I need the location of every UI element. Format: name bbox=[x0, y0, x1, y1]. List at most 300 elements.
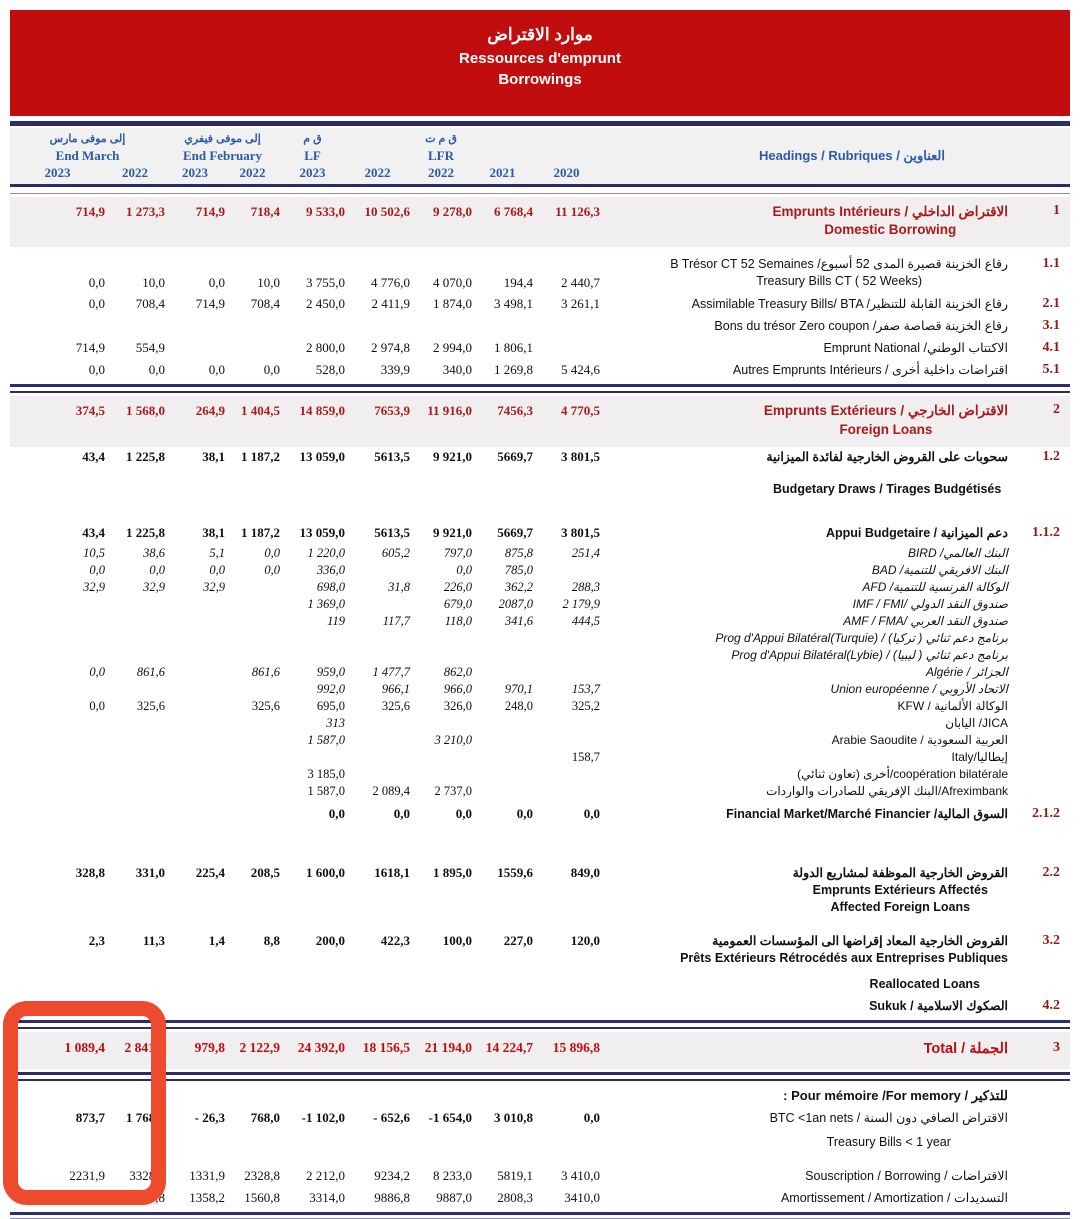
table-row bbox=[10, 715, 1070, 732]
value-cell: 10,0 bbox=[142, 275, 165, 291]
value-cell: 3410,0 bbox=[564, 1190, 600, 1206]
value-cell: 2808,3 bbox=[497, 1190, 533, 1206]
value-cell: 158,7 bbox=[571, 749, 600, 764]
title-english: Borrowings bbox=[498, 70, 582, 88]
value-cell: 1358,2 bbox=[69, 1190, 105, 1206]
row-heading bbox=[600, 203, 1020, 239]
row-heading bbox=[600, 766, 1020, 783]
row-heading-line: BTC <1an nets / الاقتراض الصافي دون السنة bbox=[769, 1110, 1008, 1125]
document-page bbox=[0, 10, 1080, 1219]
value-cell: 336,0 bbox=[316, 562, 345, 577]
row-heading bbox=[600, 449, 1020, 498]
table-row bbox=[10, 197, 1070, 247]
value-cell: 8,8 bbox=[263, 933, 280, 948]
value-cell: 248,0 bbox=[504, 698, 533, 713]
year-col-4: 2022 bbox=[239, 165, 266, 180]
value-cell: 32,9 bbox=[83, 579, 105, 594]
row-index: 4.1 bbox=[1042, 340, 1060, 356]
value-cell: 0,0 bbox=[148, 362, 165, 378]
value-cell: 0,0 bbox=[583, 1109, 600, 1125]
row-heading-line: Assimilable Treasury Bills/ BTA /رقاع الخزينة القابلة للتنظير bbox=[691, 297, 1008, 312]
value-cell: 1560,8 bbox=[129, 1190, 165, 1206]
row-heading-line: Prog d'Appui Bilatéral(Turquie) / برنامج دعم ثنائي ( تركيا) bbox=[715, 630, 1008, 645]
value-cell: 9886,8 bbox=[374, 1190, 410, 1206]
value-cell: 2328,8 bbox=[244, 1168, 280, 1184]
value-cell: 970,1 bbox=[504, 681, 533, 696]
value-cell: 1 273,3 bbox=[126, 204, 165, 219]
value-cell: 3314,0 bbox=[309, 1190, 345, 1206]
row-index: 2 bbox=[1053, 402, 1060, 418]
spacer bbox=[10, 825, 1070, 863]
value-cell: 14 224,7 bbox=[485, 1040, 533, 1055]
row-heading-line: Treasury Bills < 1 year bbox=[826, 1135, 951, 1150]
table-row bbox=[10, 766, 1070, 783]
row-heading-line: أخرى (تعاون ثنائي)/coopération bilatérale bbox=[797, 766, 1008, 781]
value-cell: 0,0 bbox=[393, 805, 410, 821]
table-row bbox=[10, 596, 1070, 613]
value-cell: 714,9 bbox=[75, 204, 105, 219]
row-heading-line: البنك الإفريقي للصادرات والواردات/Afreximbank bbox=[766, 783, 1008, 798]
row-heading-line: Emprunt National /الاكتتاب الوطني bbox=[823, 341, 1008, 356]
value-cell: - 26,3 bbox=[194, 1109, 225, 1125]
year-col-3: 2023 bbox=[182, 165, 208, 180]
header-row-arabic bbox=[10, 132, 1070, 147]
bottom-divider bbox=[10, 1212, 1070, 1219]
value-cell: 11,3 bbox=[142, 933, 165, 948]
col-group-end-march-ar: إلى موفى مارس bbox=[49, 133, 126, 145]
table-row bbox=[10, 1166, 1070, 1188]
row-index: 4.2 bbox=[1042, 997, 1060, 1013]
value-cell: 1 225,8 bbox=[126, 449, 165, 465]
value-cell: 264,9 bbox=[195, 403, 225, 419]
value-cell: 38,6 bbox=[143, 545, 165, 560]
value-cell: 331,0 bbox=[135, 865, 165, 881]
table-row bbox=[10, 338, 1070, 360]
row-heading bbox=[600, 340, 1020, 357]
row-heading bbox=[600, 681, 1020, 698]
value-cell: 1 806,1 bbox=[494, 340, 533, 356]
value-cell: 43,4 bbox=[82, 525, 105, 541]
value-cell: 3 210,0 bbox=[434, 732, 472, 747]
value-cell: 2 841,4 bbox=[124, 1040, 165, 1055]
value-cell: 5,1 bbox=[209, 545, 225, 560]
value-cell: 9234,2 bbox=[374, 1168, 410, 1184]
row-heading bbox=[600, 1087, 1020, 1105]
row-heading-line: AMF / FMA/ صندوق النقد العربي bbox=[843, 613, 1008, 628]
header-row-years bbox=[10, 164, 1070, 181]
row-heading bbox=[600, 596, 1020, 613]
value-cell: 2 737,0 bbox=[434, 783, 472, 798]
value-cell: 251,4 bbox=[571, 545, 600, 560]
value-cell: 861,6 bbox=[251, 664, 280, 679]
table-row bbox=[10, 294, 1070, 316]
value-cell: 325,6 bbox=[251, 698, 280, 713]
title-banner bbox=[10, 10, 1070, 116]
row-heading bbox=[600, 630, 1020, 647]
year-col-6: 2022 bbox=[364, 165, 391, 180]
table-row bbox=[10, 447, 1070, 501]
value-cell: 208,5 bbox=[250, 865, 280, 881]
row-heading-line: القروض الخارجية المعاد إقراضها الى المؤسسات العمومية bbox=[712, 934, 1008, 948]
spacer bbox=[10, 501, 1070, 523]
value-cell: 226,0 bbox=[443, 579, 472, 594]
value-cell: 5 424,6 bbox=[561, 362, 600, 378]
value-cell: 328,8 bbox=[75, 865, 105, 881]
table-row bbox=[10, 681, 1070, 698]
table-row bbox=[10, 995, 1070, 1017]
value-cell: 0,0 bbox=[264, 562, 280, 577]
row-heading-line: AFD /الوكالة الفرنسية للتنمية bbox=[862, 579, 1008, 594]
value-cell: 9887,0 bbox=[436, 1190, 472, 1206]
value-cell: 1 369,0 bbox=[307, 596, 345, 611]
table-row bbox=[10, 562, 1070, 579]
row-heading bbox=[600, 545, 1020, 562]
table-row bbox=[10, 698, 1070, 715]
col-group-end-march-en: End March bbox=[55, 148, 120, 163]
value-cell: 326,0 bbox=[443, 698, 472, 713]
table-row bbox=[10, 800, 1070, 825]
row-index: 1.1.2 bbox=[1032, 525, 1060, 541]
value-cell: 5669,7 bbox=[497, 449, 533, 465]
value-cell: 718,4 bbox=[250, 204, 280, 219]
value-cell: 0,0 bbox=[88, 296, 105, 312]
value-cell: 605,2 bbox=[381, 545, 410, 560]
row-heading bbox=[600, 732, 1020, 749]
value-cell: 4 070,0 bbox=[433, 275, 472, 291]
value-cell: 4 776,0 bbox=[371, 275, 410, 291]
value-cell: 374,5 bbox=[75, 403, 105, 419]
row-heading bbox=[600, 1190, 1020, 1207]
value-cell: 13 059,0 bbox=[299, 525, 345, 541]
row-index: 3 bbox=[1053, 1040, 1060, 1055]
table-row bbox=[10, 783, 1070, 800]
value-cell: 118,0 bbox=[444, 613, 472, 628]
value-cell: 849,0 bbox=[570, 865, 600, 881]
value-cell: 966,1 bbox=[381, 681, 410, 696]
row-index: 2.2 bbox=[1042, 865, 1060, 881]
value-cell: 200,0 bbox=[315, 933, 345, 948]
value-cell: 873,7 bbox=[75, 1109, 105, 1125]
row-heading-line: Bons du trésor Zero coupon /رقاع الخزينة قصاصة صفر bbox=[714, 319, 1008, 334]
year-col-2: 2022 bbox=[122, 165, 148, 180]
value-cell: 9 278,0 bbox=[433, 204, 472, 219]
value-cell: 1 874,0 bbox=[433, 296, 472, 312]
row-heading-line: Italy/إيطاليا bbox=[951, 749, 1008, 764]
value-cell: 11 126,3 bbox=[555, 204, 600, 219]
value-cell: 0,0 bbox=[89, 664, 105, 679]
row-heading-line: Prêts Extérieurs Rétrocédés aux Entreprises Publiques bbox=[680, 950, 1008, 965]
value-cell: 3 801,5 bbox=[561, 525, 600, 541]
value-cell: 2087,0 bbox=[498, 596, 533, 611]
value-cell: 2231,9 bbox=[69, 1168, 105, 1184]
value-cell: 1 895,0 bbox=[433, 865, 472, 881]
row-heading bbox=[600, 664, 1020, 681]
row-heading bbox=[600, 1110, 1020, 1152]
row-heading-line: Emprunts Intérieurs / الاقتراض الداخلي bbox=[772, 204, 1008, 219]
value-cell: 679,0 bbox=[443, 596, 472, 611]
value-cell: 1559,6 bbox=[497, 865, 533, 881]
row-heading bbox=[600, 865, 1020, 916]
year-col-5: 2023 bbox=[299, 165, 326, 180]
col-group-end-february-en: End February bbox=[182, 148, 263, 163]
row-heading-line: Arabie Saoudite / العربية السعودية bbox=[831, 732, 1008, 747]
value-cell: 1331,9 bbox=[189, 1168, 225, 1184]
value-cell: 24 392,0 bbox=[297, 1040, 345, 1055]
value-cell: 43,4 bbox=[82, 449, 105, 465]
value-cell: 528,0 bbox=[315, 362, 345, 378]
row-heading bbox=[600, 1168, 1020, 1185]
row-heading-line: Financial Market/Marché Financier /السوق المالية bbox=[726, 806, 1008, 821]
value-cell: 0,0 bbox=[89, 698, 105, 713]
value-cell: 966,0 bbox=[443, 681, 472, 696]
year-col-1: 2023 bbox=[44, 165, 71, 180]
value-cell: 0,0 bbox=[328, 805, 345, 821]
value-cell: 0,0 bbox=[208, 275, 225, 291]
value-cell: -1 654,0 bbox=[428, 1109, 472, 1125]
row-heading bbox=[600, 715, 1020, 732]
row-heading-line: : Pour mémoire /For memory / للتذكير bbox=[783, 1087, 1008, 1103]
row-index: 1.2 bbox=[1042, 449, 1060, 465]
row-heading-line: Total / الجملة bbox=[923, 1041, 1008, 1057]
table-row bbox=[10, 523, 1070, 545]
value-cell: 2 179,9 bbox=[562, 596, 600, 611]
col-group-end-february-ar: إلى موفى فيفري bbox=[184, 133, 261, 145]
row-heading-line: Foreign Loans bbox=[839, 421, 933, 437]
year-col-9: 2020 bbox=[553, 165, 580, 180]
value-cell: 768,0 bbox=[250, 1109, 280, 1125]
value-cell: 1618,1 bbox=[374, 865, 410, 881]
value-cell: 2 450,0 bbox=[306, 296, 345, 312]
value-cell: 0,0 bbox=[456, 562, 472, 577]
row-heading-line: Budgetary Draws / Tirages Budgétisés bbox=[773, 482, 1002, 497]
value-cell: 861,6 bbox=[136, 664, 165, 679]
value-cell: 0,0 bbox=[208, 362, 225, 378]
value-cell: 862,0 bbox=[443, 664, 472, 679]
value-cell: 194,4 bbox=[503, 275, 533, 291]
value-cell: 227,0 bbox=[503, 933, 533, 948]
value-cell: 708,4 bbox=[250, 296, 280, 312]
row-index: 5.1 bbox=[1042, 362, 1060, 378]
value-cell: 5613,5 bbox=[374, 449, 410, 465]
col-lf-en: LF bbox=[304, 148, 321, 163]
value-cell: 5819,1 bbox=[497, 1168, 533, 1184]
table-row bbox=[10, 647, 1070, 664]
value-cell: 18 156,5 bbox=[362, 1040, 410, 1055]
row-heading bbox=[600, 362, 1020, 379]
table-row bbox=[10, 630, 1070, 647]
value-cell: 2 089,4 bbox=[372, 783, 410, 798]
row-heading-line: Prog d'Appui Bilatéral(Lybie) / برنامج دعم ثنائي ( ليبيا) bbox=[731, 647, 1008, 662]
row-heading-line: Affected Foreign Loans bbox=[830, 900, 971, 915]
value-cell: 1 220,0 bbox=[307, 545, 345, 560]
row-heading-line: اليابان /JICA bbox=[945, 715, 1008, 730]
row-heading-line: KFW / الوكالة الألمانية bbox=[897, 698, 1008, 713]
table-row bbox=[10, 316, 1070, 338]
value-cell: 0,0 bbox=[209, 562, 225, 577]
value-cell: 340,0 bbox=[442, 362, 472, 378]
value-cell: 21 194,0 bbox=[424, 1040, 472, 1055]
row-heading bbox=[600, 256, 1020, 290]
row-heading-line: Algérie / الجزائر bbox=[925, 664, 1008, 679]
row-heading-line: Emprunts Extérieurs Affectés bbox=[812, 883, 988, 898]
value-cell: 0,0 bbox=[264, 545, 280, 560]
value-cell: 153,7 bbox=[571, 681, 600, 696]
table-row bbox=[10, 1032, 1070, 1069]
row-heading-line: Treasury Bills CT ( 52 Weeks) bbox=[756, 274, 922, 289]
value-cell: 2 974,8 bbox=[371, 340, 410, 356]
value-cell: 3 498,1 bbox=[494, 296, 533, 312]
value-cell: 1 600,0 bbox=[306, 865, 345, 881]
row-heading bbox=[600, 402, 1020, 438]
value-cell: 15 896,8 bbox=[552, 1040, 600, 1055]
row-heading bbox=[600, 613, 1020, 630]
row-heading bbox=[600, 998, 1020, 1015]
title-french: Ressources d'emprunt bbox=[459, 49, 621, 67]
value-cell: 2,3 bbox=[88, 933, 105, 948]
row-heading-line: BAD /البنك الافريقي للتنمية bbox=[871, 562, 1008, 577]
value-cell: 9 921,0 bbox=[433, 525, 472, 541]
row-heading-line: BIRD /البنك العالمي bbox=[907, 545, 1008, 560]
row-heading-line: Souscription / Borrowing / الاقتراضات bbox=[805, 1169, 1008, 1184]
value-cell: 2 212,0 bbox=[306, 1168, 345, 1184]
value-cell: 1 187,2 bbox=[241, 525, 280, 541]
value-cell: 708,4 bbox=[135, 296, 165, 312]
row-heading-line: Autres Emprunts Intérieurs / اقتراضات داخلية أخرى bbox=[732, 363, 1008, 378]
value-cell: 10 502,6 bbox=[364, 204, 410, 219]
value-cell: 341,6 bbox=[504, 613, 533, 628]
value-cell: 1 587,0 bbox=[307, 783, 345, 798]
table-row bbox=[10, 732, 1070, 749]
value-cell: 1 404,5 bbox=[241, 403, 280, 419]
value-cell: 0,0 bbox=[88, 362, 105, 378]
value-cell: 2 800,0 bbox=[306, 340, 345, 356]
table-row bbox=[10, 1188, 1070, 1210]
table-body bbox=[10, 197, 1070, 1210]
headings-rubriques-label: Headings / Rubriques / العناوين bbox=[759, 148, 945, 163]
value-cell: 554,9 bbox=[135, 340, 165, 356]
value-cell: 11 916,0 bbox=[427, 403, 472, 419]
row-heading-line: القروض الخارجية الموظفة لمشاريع الدولة bbox=[792, 866, 1008, 881]
top-divider bbox=[10, 121, 1070, 126]
value-cell: 32,9 bbox=[203, 579, 225, 594]
value-cell: 6 768,4 bbox=[494, 204, 533, 219]
value-cell: 1 225,8 bbox=[126, 525, 165, 541]
value-cell: 714,9 bbox=[75, 340, 105, 356]
row-heading-line: Amortissement / Amortization / التسديدات bbox=[780, 1191, 1008, 1206]
table-row bbox=[10, 396, 1070, 446]
value-cell: 38,1 bbox=[202, 449, 225, 465]
value-cell: 875,8 bbox=[504, 545, 533, 560]
row-heading bbox=[600, 525, 1020, 542]
value-cell: 444,5 bbox=[571, 613, 600, 628]
section-divider bbox=[10, 384, 1070, 393]
value-cell: 1560,8 bbox=[244, 1190, 280, 1206]
spacer bbox=[10, 1154, 1070, 1166]
value-cell: 695,0 bbox=[316, 698, 345, 713]
table-row bbox=[10, 360, 1070, 382]
value-cell: 2 440,7 bbox=[561, 275, 600, 291]
header-divider bbox=[10, 184, 1070, 194]
value-cell: 785,0 bbox=[504, 562, 533, 577]
spacer bbox=[10, 919, 1070, 931]
value-cell: 979,8 bbox=[194, 1040, 225, 1055]
value-cell: 1 568,0 bbox=[126, 403, 165, 419]
row-heading-line: Union européenne / الاتحاد الأروبي bbox=[830, 681, 1008, 696]
value-cell: 0,0 bbox=[149, 562, 165, 577]
value-cell: 10,0 bbox=[257, 275, 280, 291]
value-cell: 2 122,9 bbox=[239, 1040, 280, 1055]
row-index: 2.1.2 bbox=[1032, 805, 1060, 821]
table-row bbox=[10, 664, 1070, 681]
table-row bbox=[10, 247, 1070, 294]
value-cell: 119 bbox=[327, 613, 345, 628]
value-cell: 1358,2 bbox=[189, 1190, 225, 1206]
col-lf-ar: ق م bbox=[303, 133, 322, 145]
row-heading bbox=[600, 318, 1020, 335]
value-cell: - 652,6 bbox=[373, 1109, 410, 1125]
col-lfr-en: LFR bbox=[428, 148, 454, 163]
value-cell: 1 269,8 bbox=[494, 362, 533, 378]
value-cell: 422,3 bbox=[380, 933, 410, 948]
value-cell: 3 755,0 bbox=[306, 275, 345, 291]
value-cell: 225,4 bbox=[195, 865, 225, 881]
title-arabic: موارد الاقتراض bbox=[487, 25, 593, 44]
row-heading-line: سحوبات على القروض الخارجية لفائدة الميزانية bbox=[766, 450, 1008, 465]
column-header bbox=[10, 128, 1070, 184]
row-heading-line: Sukuk / الصكوك الاسلامية bbox=[869, 998, 1008, 1013]
value-cell: 0,0 bbox=[583, 805, 600, 821]
value-cell: 13 059,0 bbox=[299, 449, 345, 465]
row-heading bbox=[600, 1040, 1020, 1060]
table-row bbox=[10, 931, 1070, 996]
value-cell: 0,0 bbox=[263, 362, 280, 378]
value-cell: 1 477,7 bbox=[372, 664, 410, 679]
row-index: 2.1 bbox=[1042, 296, 1060, 312]
value-cell: 325,2 bbox=[571, 698, 600, 713]
value-cell: 0,0 bbox=[516, 805, 533, 821]
value-cell: 1 187,2 bbox=[241, 449, 280, 465]
value-cell: 3 261,1 bbox=[561, 296, 600, 312]
row-index: 1.1 bbox=[1042, 256, 1060, 272]
value-cell: 2 994,0 bbox=[433, 340, 472, 356]
value-cell: 0,0 bbox=[455, 805, 472, 821]
table-row bbox=[10, 863, 1070, 919]
row-heading-line: Emprunts Extérieurs / الاقتراض الخارجي bbox=[763, 403, 1008, 419]
table-row bbox=[10, 579, 1070, 596]
row-heading bbox=[600, 933, 1020, 993]
row-index: 1 bbox=[1053, 203, 1060, 218]
row-heading-line: Appui Budgetaire / دعم الميزانية bbox=[825, 526, 1008, 541]
value-cell: 38,1 bbox=[202, 525, 225, 541]
table-row bbox=[10, 749, 1070, 766]
value-cell: 117,7 bbox=[382, 613, 410, 628]
table-row bbox=[10, 1107, 1070, 1154]
table-row bbox=[10, 613, 1070, 630]
value-cell: 5613,5 bbox=[374, 525, 410, 541]
value-cell: 120,0 bbox=[570, 933, 600, 948]
table-row bbox=[10, 545, 1070, 562]
value-cell: 4 770,5 bbox=[561, 403, 600, 419]
row-heading-line: B Trésor CT 52 Semaines /رقاع الخزينة قصيرة المدى 52 أسبوع bbox=[670, 257, 1008, 272]
value-cell: 32,9 bbox=[143, 579, 165, 594]
value-cell: 714,9 bbox=[195, 204, 225, 219]
value-cell: 0,0 bbox=[89, 562, 105, 577]
row-heading bbox=[600, 783, 1020, 800]
value-cell: 0,0 bbox=[88, 275, 105, 291]
row-index: 3.1 bbox=[1042, 318, 1060, 334]
value-cell: 339,9 bbox=[380, 362, 410, 378]
value-cell: 9 533,0 bbox=[306, 204, 345, 219]
